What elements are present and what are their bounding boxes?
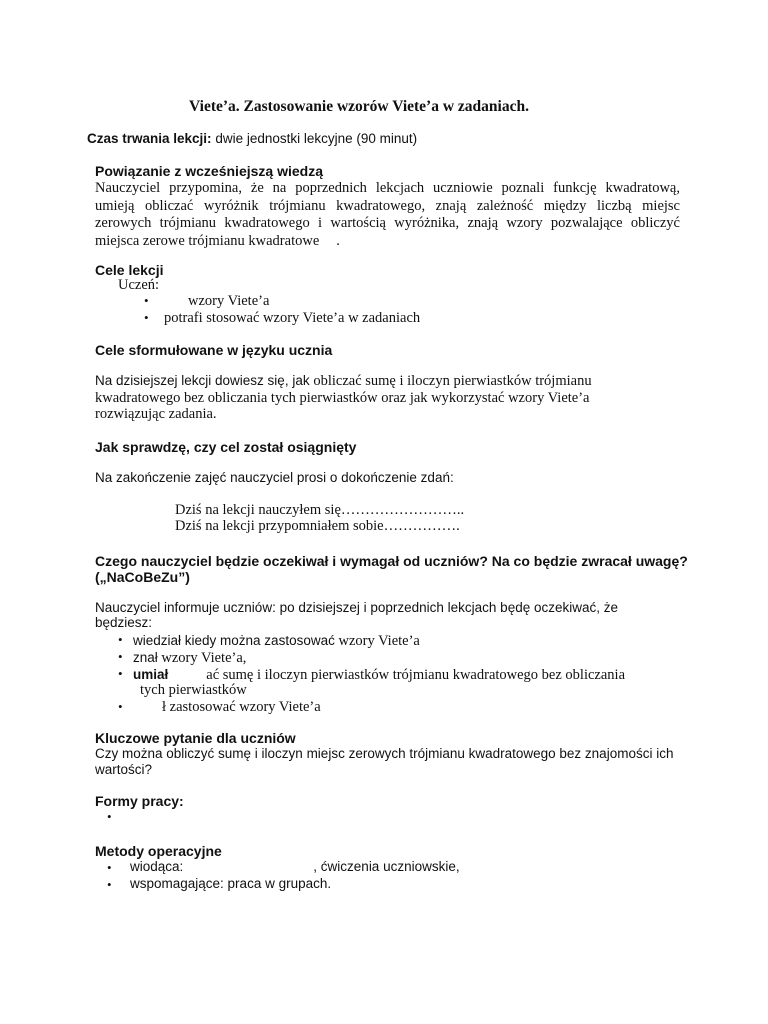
prior-knowledge-heading: Powiązanie z wcześniejszą wiedzą <box>95 163 323 179</box>
student-goals-line: kwadratowego bez obliczania tych pierwiastków oraz jak wykorzystać wzory Viete’a <box>95 390 590 406</box>
goals-heading: Cele lekcji <box>95 262 164 278</box>
duration-value: dwie jednostki lekcyjne (90 minut) <box>215 131 418 146</box>
check-sentence: Dziś na lekcji nauczyłem się…………………….. <box>175 502 465 518</box>
methods-item: wiodąca: , ćwiczenia uczniowskie, <box>130 859 460 874</box>
nacobezu-heading: („NaCoBeZu”) <box>95 569 190 585</box>
key-question-text: Czy można obliczyć sumę i iloczyn miejsc zerowych trójmianu kwadratowego bez znajomości ich <box>95 746 674 761</box>
bullet-icon: • <box>144 293 149 308</box>
nacobezu-item: umiał ać sumę i iloczyn pierwiastków trójmianu kwadratowego bez obliczania <box>133 667 626 683</box>
bullet-icon: • <box>118 649 123 664</box>
key-question-heading: Kluczowe pytanie dla uczniów <box>95 730 296 746</box>
paragraph-line <box>95 233 680 251</box>
check-intro: Na zakończenie zajęć nauczyciel prosi o dokończenie zdań: <box>95 470 454 485</box>
duration-label: Czas trwania lekcji: <box>87 131 212 146</box>
bullet-icon: • <box>107 877 112 892</box>
paragraph-line: zerowych trójmianu kwadratowego i wartością wyróżnika, znają wzory pozwalające obliczyć <box>95 215 680 231</box>
bullet-icon: • <box>118 632 123 647</box>
paragraph-line: umieją obliczać wyróżnik trójmianu kwadratowego, znają zależność między liczbą miejsc <box>95 197 680 214</box>
goals-subject: Uczeń: <box>118 277 160 293</box>
nacobezu-intro: Nauczyciel informuje uczniów: po dzisiejszej i poprzednich lekcjach będę oczekiwać, że <box>95 600 618 615</box>
student-goals-line: rozwiązując zadania. <box>95 406 217 422</box>
prior-knowledge-paragraph <box>95 180 680 250</box>
nacobezu-item: wiedział kiedy można zastosować wzory Viete’a <box>133 633 420 649</box>
bullet-icon: • <box>118 666 123 681</box>
paragraph-fragment: miejsca zerowe trójmianu kwadratowe <box>95 232 320 249</box>
methods-heading: Metody operacyjne <box>95 843 222 859</box>
bullet-icon: • <box>144 310 149 325</box>
key-question-text: wartości? <box>95 762 153 777</box>
bullet-icon: • <box>118 699 123 714</box>
nacobezu-intro: będziesz: <box>95 615 153 630</box>
goal-item: potrafi stosować wzory Viete’a w zadaniach <box>164 310 421 326</box>
methods-item: wspomagające: praca w grupach. <box>130 876 332 891</box>
paragraph-fragment: . <box>336 232 340 249</box>
check-heading: Jak sprawdzę, czy cel został osiągnięty <box>95 439 357 455</box>
paragraph-line: Nauczyciel przypomina, że na poprzednich lekcjach uczniowie poznali funkcję kwadratową, <box>95 180 680 196</box>
bullet-icon: • <box>107 809 112 824</box>
bullet-icon: • <box>107 860 112 875</box>
student-goals-line: Na dzisiejszej lekcji dowiesz się, jak obliczać sumę i iloczyn pierwiastków trójmianu <box>95 373 592 389</box>
goal-item: wzory Viete’a <box>188 293 270 309</box>
work-forms-heading: Formy pracy: <box>95 793 184 809</box>
check-sentence: Dziś na lekcji przypomniałem sobie……………. <box>175 518 460 534</box>
nacobezu-item: ł zastosować wzory Viete’a <box>162 699 321 715</box>
nacobezu-heading: Czego nauczyciel będzie oczekiwał i wymagał od uczniów? Na co będzie zwracał uwagę? <box>95 553 688 569</box>
duration-line <box>87 131 417 146</box>
page-title: Viete’a. Zastosowanie wzorów Viete’a w zadaniach. <box>189 98 529 115</box>
nacobezu-item: znał wzory Viete’a, <box>133 650 247 666</box>
student-goals-heading: Cele sformułowane w języku ucznia <box>95 342 333 358</box>
nacobezu-item-continuation: tych pierwiastków <box>140 682 247 698</box>
